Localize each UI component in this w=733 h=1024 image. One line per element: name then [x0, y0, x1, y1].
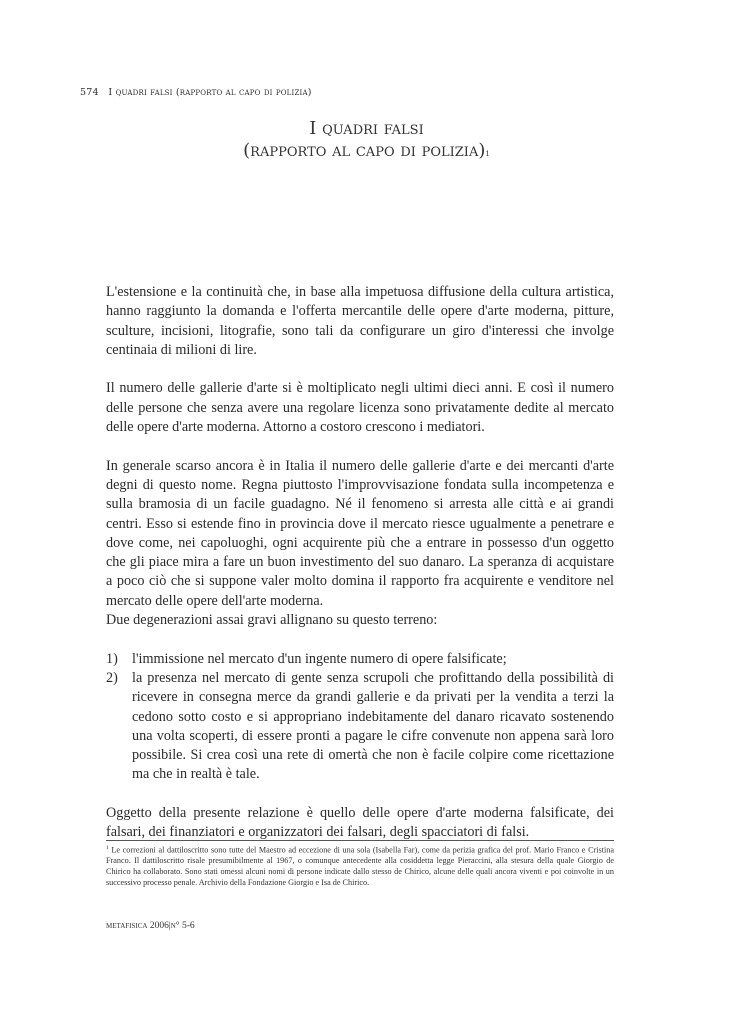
journal-issue: n° 5-6: [170, 921, 195, 931]
paragraph-4: Due degenerazioni assai gravi allignano su questo terreno:: [106, 612, 438, 629]
running-head: [80, 87, 312, 98]
paragraph-3: In generale scarso ancora è in Italia il numero delle gallerie d'arte e dei mercanti d'arte degni di questo nome. Regna piuttosto l'improvvisazione fondata sulla incompetenza e sulla bramosia di un facile guadagno. Né il fenomeno si arresta alle città e ai grandi centri. Esso si estende fino in provincia dove il mercato riesce ugualmente a penetrare e dove come, nei capoluoghi, ogni acquirente più che a entrare in possesso d'un oggetto che gli piace mira a fare un buon investimento del suo danaro. La speranza di acquistare a poco ciò che si suppone valer molto domina il rapporto fra acquirente e venditore nel mercato delle opere dell'arte moderna.: [106, 457, 614, 609]
paragraph-5: Oggetto della presente relazione è quello delle opere d'arte moderna falsificate, dei falsari, dei finanziatori e organizzatori dei falsari, degli spacciatori di falsi.: [106, 805, 614, 841]
list-item-text: l'immissione nel mercato d'un ingente numero di opere falsificate;: [132, 650, 507, 667]
title-footnote-mark: 1: [485, 150, 490, 158]
footnote-rule: [106, 840, 614, 841]
footer-separator: |: [168, 921, 171, 931]
list-item-number: 1): [106, 650, 118, 667]
title-line-1: I quadri falsi: [309, 118, 424, 139]
page-number: 574: [80, 87, 99, 98]
paragraph-1: L'estensione e la continuità che, in base alla impetuosa diffusione della cultura artistica, hanno raggiunto la domanda e l'offerta mercantile delle opere d'arte moderna, pitture, sculture, incisioni, litografie, sono tali da configurare un giro d'interessi che involge centinaia di milioni di lire.: [106, 284, 614, 358]
running-title: I quadri falsi (rapporto al capo di polizia): [108, 87, 312, 98]
journal-year: 2006: [149, 921, 169, 931]
list-item-number: 2): [106, 669, 118, 686]
footnote: [106, 843, 614, 888]
article-body: [106, 283, 614, 843]
list-item: [106, 669, 614, 785]
title-line-2: (rapporto al capo di polizia): [243, 140, 486, 161]
journal-name: metafisica: [106, 921, 148, 931]
list-item-text: la presenza nel mercato di gente senza scrupoli che profittando della possibilità di ricevere in consegna merce da grandi gallerie e da privati per la vendita a terzi la cedono sotto costo e si appropriano indebitamente del danaro ricavato sostenendo una volta scoperti, di essere pronti a pagare le cifre convenute non appena sarà loro possibile. Si crea così una rete di omertà che non è facile colpire come ricettazione ma che in realtà è tale.: [132, 669, 614, 783]
article-title: [0, 118, 733, 162]
paragraph-2: Il numero delle gallerie d'arte si è moltiplicato negli ultimi dieci anni. E così il numero delle persone che senza avere una regolare licenza sono privatamente dedite al mercato delle opere d'arte moderna. Attorno a costoro crescono i mediatori.: [106, 380, 614, 436]
footnote-text: Le correzioni al dattiloscritto sono tutte del Maestro ad eccezione di una sola (Isabella Far), come da perizia grafica del prof. Mario Franco e Cristina Franco. Il dattiloscritto risale presumibilmente al 1967, o comunque antecedente alla cosiddetta legge Pieraccini, alla stesura della quale Giorgio de Chirico ha collaborato. Sono stati omessi alcuni nomi di persone indicate dallo stesso de Chirico, alcune delle quali ancora viventi e poi coinvolte in un successivo processo penale. Archivio della Fondazione Giorgio e Isa de Chirico.: [106, 845, 614, 887]
footnote-mark: 1: [106, 845, 109, 851]
page-footer: [106, 921, 195, 931]
list-item: [106, 650, 614, 669]
